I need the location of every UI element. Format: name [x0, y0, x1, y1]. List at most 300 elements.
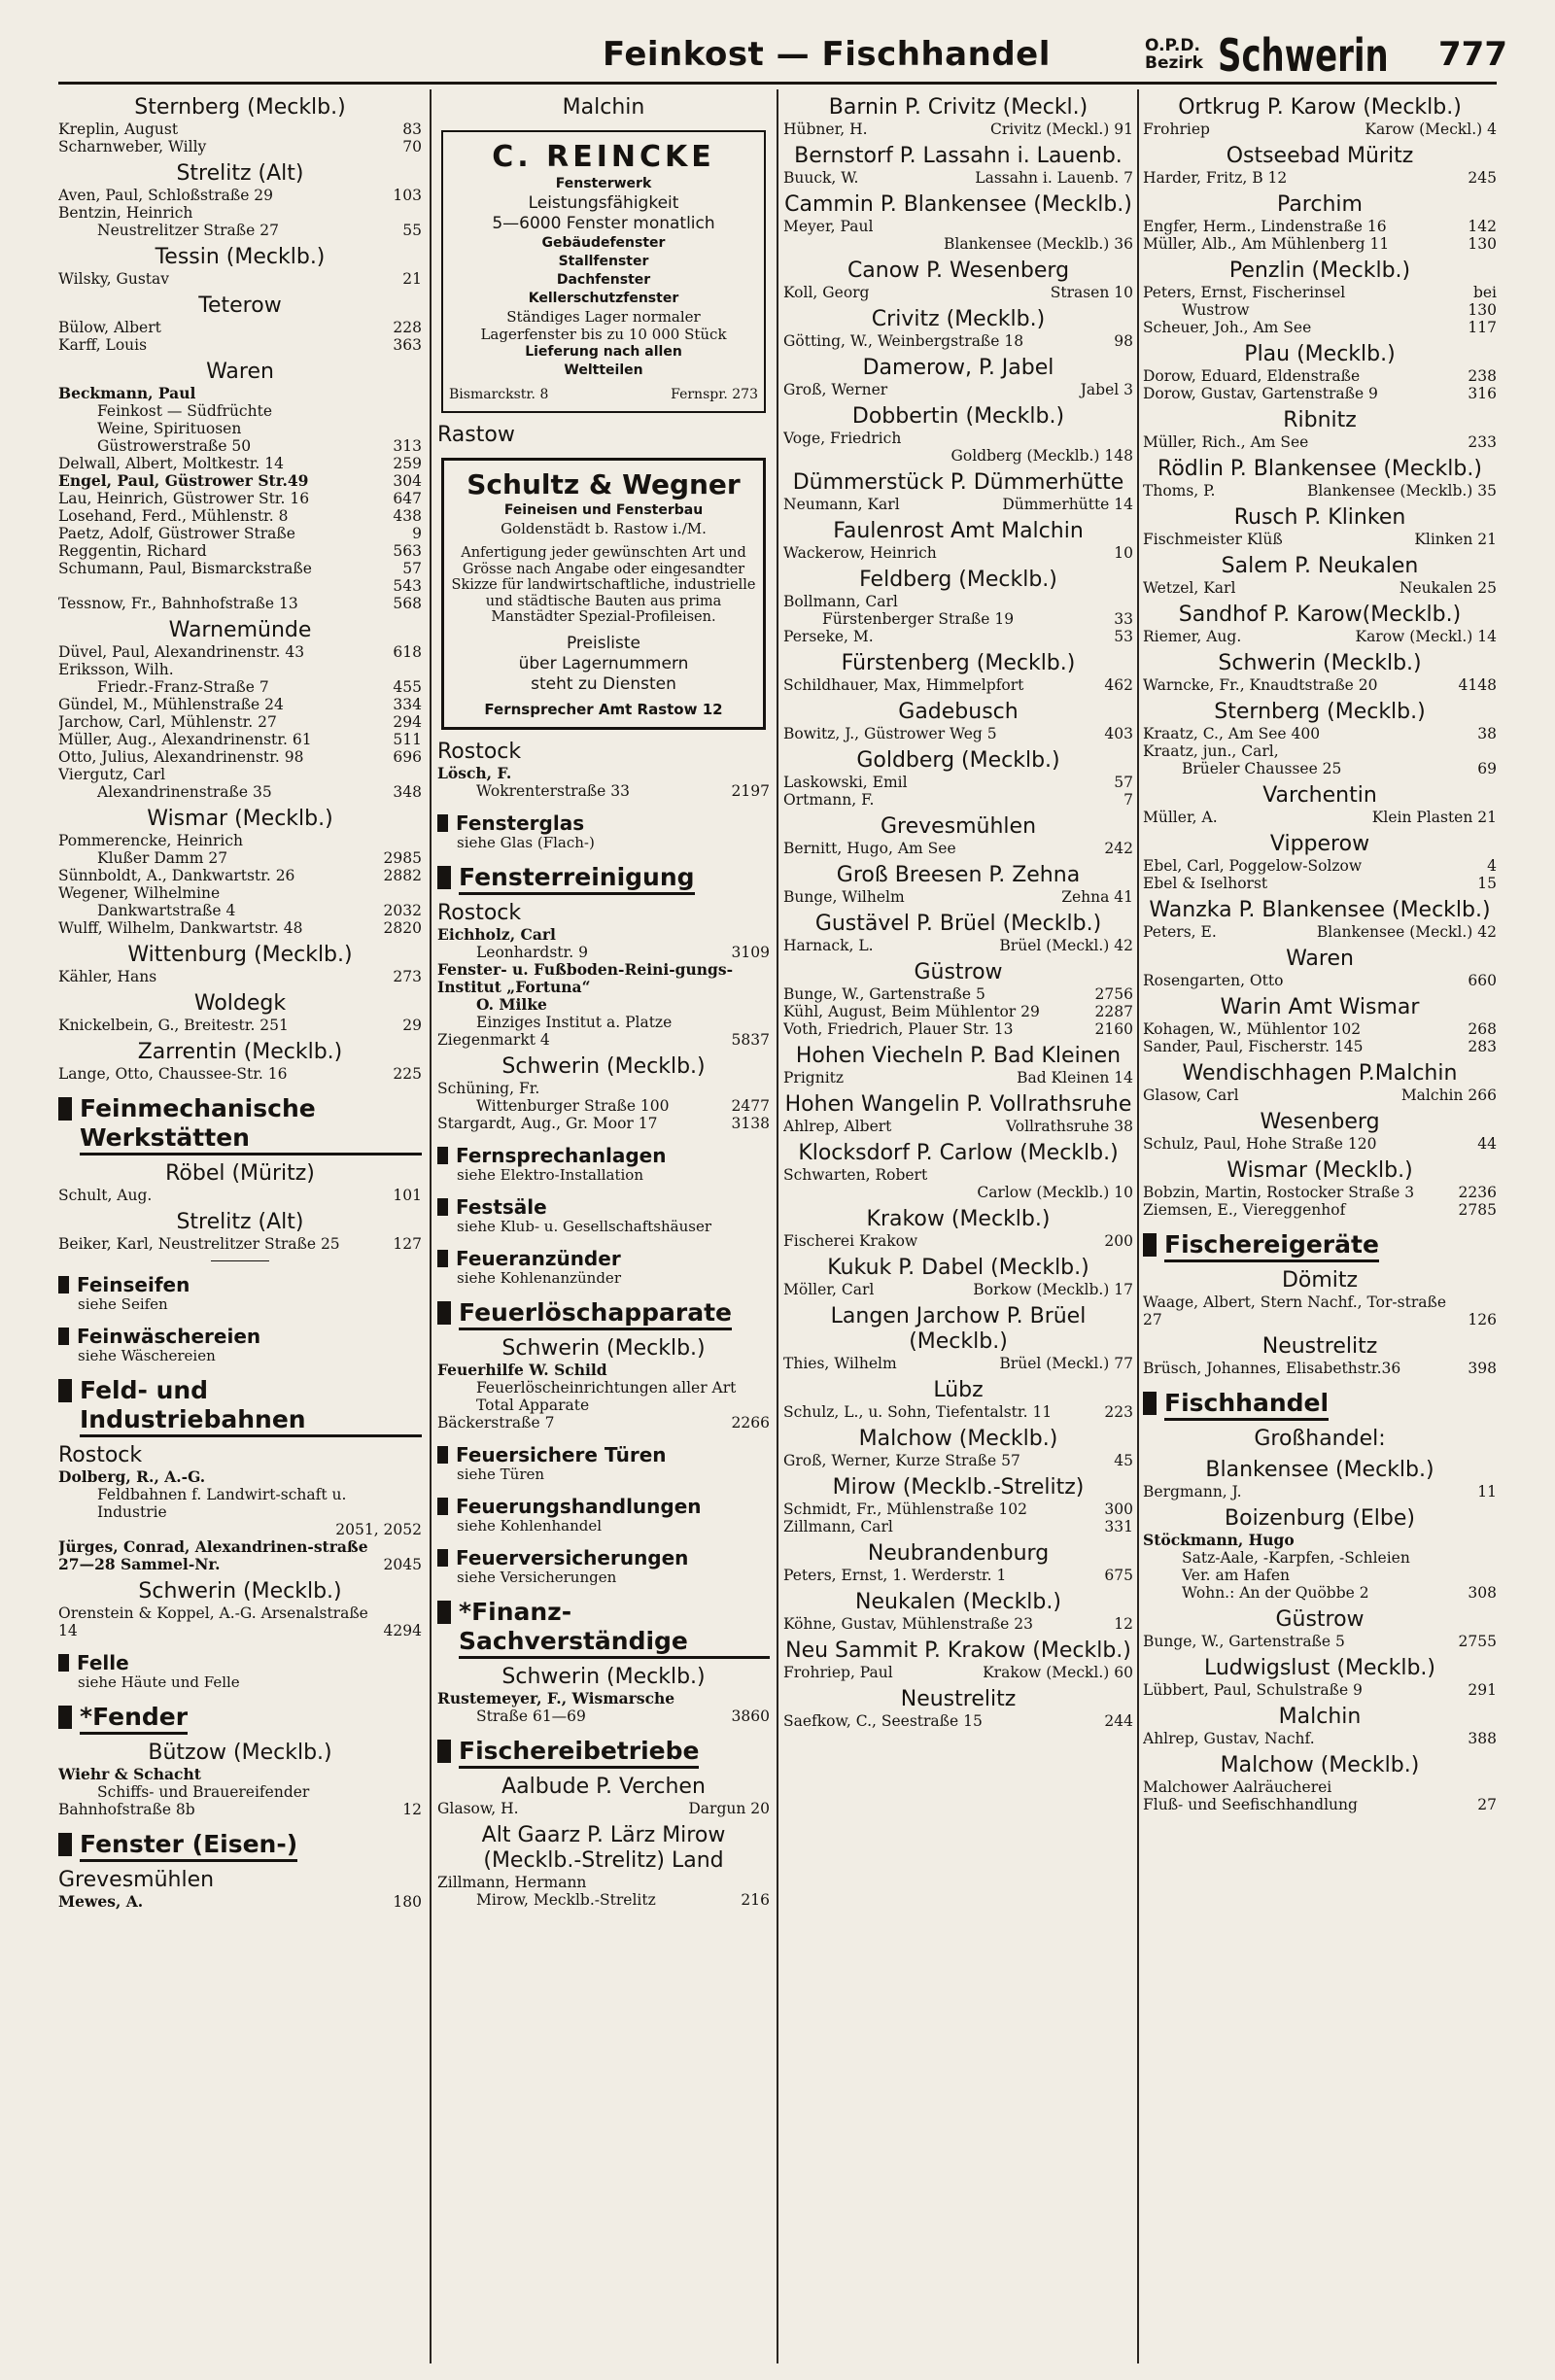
town-heading: Neu Sammit P. Krakow (Mecklb.)	[785, 1638, 1131, 1663]
entry-phone: Bad Kleinen 14	[1017, 1069, 1133, 1087]
town-heading: Gustävel P. Brüel (Mecklb.)	[814, 912, 1102, 936]
entry-phone: 117	[1468, 319, 1497, 336]
section-title: Felle	[77, 1651, 129, 1674]
directory-entry	[1143, 385, 1497, 402]
entry-name: Müller, Aug., Alexandrinenstr. 61	[58, 731, 312, 748]
entry-phone: 238	[1468, 367, 1497, 385]
town-heading: Rostock	[437, 739, 522, 764]
directory-entry	[437, 1080, 770, 1097]
section-heading	[1143, 1230, 1497, 1262]
directory-entry	[1143, 367, 1497, 385]
town-heading: Feldberg (Mecklb.)	[859, 568, 1057, 592]
town-heading: Grevesmühlen	[880, 814, 1037, 839]
section-title: Feuerversicherungen	[456, 1545, 689, 1569]
entry-phone: Karow (Meckl.) 14	[1355, 628, 1497, 645]
entry-name: Lau, Heinrich, Güstrower Str. 16	[58, 490, 310, 507]
town-heading: Penzlin (Mecklb.)	[1228, 259, 1411, 283]
town-heading: Strelitz (Alt)	[176, 1210, 304, 1234]
directory-entry	[783, 1355, 1133, 1372]
directory-entry	[58, 204, 422, 222]
entry-phone: 225	[393, 1065, 422, 1083]
entry-name: Engfer, Herm., Lindenstraße 16	[1143, 218, 1387, 235]
directory-entry	[58, 731, 422, 748]
entry-name: Aven, Paul, Schloßstraße 29	[58, 187, 274, 204]
section-title: Feld- und Industriebahnen	[80, 1376, 422, 1437]
entry-name: Schiffs- und Brauereifender	[97, 1783, 310, 1801]
entry-name: Voge, Friedrich	[783, 430, 902, 447]
entry-phone: 316	[1468, 385, 1497, 402]
opd-label: O.P.D. Bezirk	[1145, 36, 1203, 73]
town-heading: Cammin P. Blankensee (Mecklb.)	[784, 192, 1132, 217]
directory-entry	[1143, 1135, 1497, 1153]
directory-entry	[58, 849, 422, 867]
entry-phone: 244	[1104, 1712, 1133, 1730]
entry-phone: 2882	[383, 867, 422, 884]
entry-name: Bentzin, Heinrich	[58, 204, 193, 222]
section-marker-icon	[58, 1833, 72, 1856]
entry-name: Thies, Wilhelm	[783, 1355, 897, 1372]
town-heading: Schwerin (Mecklb.)	[501, 1053, 706, 1079]
directory-entry	[58, 507, 422, 525]
directory-entry	[783, 1118, 1133, 1135]
directory-entry	[1143, 1360, 1497, 1377]
directory-entry	[1143, 760, 1497, 777]
entry-name: Bahnhofstraße 8b	[58, 1801, 195, 1818]
section-marker-icon	[437, 1198, 448, 1216]
entry-name: Hübner, H.	[783, 121, 868, 138]
entry-name: Mirow, Mecklb.-Strelitz	[476, 1890, 656, 1909]
entry-name: Lösch, F.	[437, 763, 512, 782]
directory-entry	[58, 867, 422, 884]
directory-entry	[1143, 235, 1497, 253]
entry-phone: 304	[393, 472, 422, 490]
entry-phone: 27	[1477, 1796, 1497, 1813]
town-heading: Ribnitz	[1283, 408, 1357, 432]
entry-phone: 4294	[383, 1622, 422, 1639]
town-heading: Neukalen (Mecklb.)	[855, 1590, 1061, 1614]
directory-entry	[1143, 1730, 1497, 1747]
section-heading	[58, 1273, 422, 1296]
directory-entry	[783, 985, 1133, 1003]
entry-phone: 3138	[731, 1114, 770, 1132]
entry-phone: 9	[412, 525, 422, 542]
entry-name: Kraatz, C., Am See 400	[1143, 725, 1321, 742]
entry-phone: 29	[402, 1017, 422, 1034]
entry-name: Peters, Ernst, Fischerinsel	[1143, 284, 1346, 301]
entry-name: Satz-Aale, -Karpfen, -Schleien	[1182, 1549, 1410, 1567]
entry-name: Orenstein & Koppel, A.-G. Arsenalstraße 14	[58, 1604, 368, 1639]
entry-name: Müller, Rich., Am See	[1143, 433, 1309, 451]
town-heading: Neustrelitz	[1261, 1334, 1378, 1359]
directory-entry	[783, 1184, 1133, 1201]
entry-name: Jarchow, Carl, Mühlenstr. 27	[58, 713, 277, 731]
entry-phone: 300	[1104, 1500, 1133, 1518]
cross-reference: siehe Elektro-Installation	[457, 1165, 643, 1184]
directory-entry	[58, 187, 422, 204]
column-4	[1143, 89, 1497, 2368]
town-heading: Zarrentin (Mecklb.)	[137, 1040, 343, 1064]
town-heading: Fürstenberg (Mecklb.)	[841, 651, 1076, 675]
entry-name: Dorow, Eduard, Eldenstraße	[1143, 367, 1361, 385]
entry-phone: Dargun 20	[688, 1799, 770, 1817]
town-heading: Krakow (Mecklb.)	[866, 1207, 1051, 1231]
entry-phone: 55	[402, 222, 422, 239]
directory-entry	[1143, 1483, 1497, 1500]
entry-name: Prignitz	[783, 1069, 845, 1087]
directory-entry	[1143, 875, 1497, 892]
section-heading	[437, 1598, 770, 1659]
section-marker-icon	[437, 866, 451, 889]
entry-name: Viergutz, Carl	[58, 766, 166, 783]
entry-name: Lübbert, Paul, Schulstraße 9	[1143, 1681, 1363, 1699]
running-title: Feinkost — Fischhandel	[603, 35, 1051, 74]
town-heading: Malchow (Mecklb.)	[858, 1427, 1058, 1451]
directory-entry	[58, 713, 422, 731]
entry-phone: 334	[393, 696, 422, 713]
entry-name: Schwarten, Robert	[783, 1166, 928, 1184]
entry-phone: 543	[393, 577, 422, 595]
column-divider	[1137, 89, 1139, 2363]
directory-entry	[437, 996, 770, 1014]
entry-name: Feldbahnen f. Landwirt-schaft u. Industrie	[97, 1486, 347, 1521]
town-heading: Wendischhagen P.Malchin	[1182, 1061, 1458, 1086]
cross-reference: siehe Türen	[457, 1465, 545, 1483]
entry-phone: 4	[1487, 857, 1497, 875]
entry-phone: 675	[1104, 1567, 1133, 1584]
directory-entry	[437, 1115, 770, 1132]
town-heading: Rusch P. Klinken	[1233, 505, 1406, 530]
entry-phone: 268	[1468, 1020, 1497, 1038]
entry-phone: 2032	[383, 902, 422, 919]
directory-entry	[783, 1500, 1133, 1518]
entry-phone: 660	[1468, 972, 1497, 989]
town-heading: Salem P. Neukalen	[1221, 554, 1419, 578]
section-marker-icon	[437, 1446, 448, 1464]
entry-phone: 455	[393, 678, 422, 696]
col2-entries	[437, 740, 770, 1909]
entry-name: Groß, Werner	[783, 381, 888, 398]
directory-entry	[58, 270, 422, 288]
entry-phone: 180	[393, 1893, 422, 1911]
entry-name: Müller, A.	[1143, 809, 1218, 826]
entry-name: Malchower Aalräucherei	[1143, 1778, 1332, 1796]
town-heading: Vipperow	[1269, 832, 1370, 856]
entry-name: Perseke, M.	[783, 628, 874, 645]
directory-entry	[437, 1891, 770, 1909]
section-title: Fensterreinigung	[459, 863, 695, 895]
town-heading: Hohen Wangelin P. Vollrathsruhe	[784, 1092, 1132, 1117]
section-heading	[58, 1830, 422, 1862]
section-heading	[1143, 1389, 1497, 1421]
entry-phone: 70	[402, 138, 422, 155]
entry-name: Bäckerstraße 7	[437, 1413, 555, 1431]
directory-entry	[783, 169, 1133, 187]
entry-phone: 313	[393, 437, 422, 455]
entry-phone: 2236	[1458, 1184, 1497, 1201]
directory-entry	[58, 577, 422, 595]
entry-name: Beckmann, Paul	[58, 384, 196, 402]
entry-phone: 44	[1477, 1135, 1497, 1153]
entry-name: Straße 61—69	[476, 1707, 586, 1725]
directory-entry	[1143, 1681, 1497, 1699]
entry-name: Ebel, Carl, Poggelow-Solzow	[1143, 857, 1363, 875]
entry-name: Müller, Alb., Am Mühlenberg 11	[1143, 235, 1390, 253]
entry-phone: Goldberg (Mecklb.) 148	[950, 447, 1133, 465]
cross-reference: siehe Seifen	[78, 1295, 168, 1313]
directory-entry	[58, 402, 422, 420]
entry-name: Bowitz, J., Güstrower Weg 5	[783, 725, 997, 742]
entry-phone: 57	[402, 560, 422, 577]
section-title: Fenster (Eisen-)	[80, 1830, 297, 1862]
entry-phone: 12	[402, 1801, 422, 1818]
directory-entry	[1143, 579, 1497, 597]
directory-entry	[58, 1801, 422, 1818]
directory-entry	[58, 678, 422, 696]
town-heading: Wesenberg	[1260, 1110, 1380, 1134]
town-heading: Schwerin (Mecklb.)	[501, 1664, 706, 1689]
directory-entry	[783, 725, 1133, 742]
directory-entry	[783, 1232, 1133, 1250]
town-heading: Grevesmühlen	[58, 1868, 215, 1892]
town-heading: Waren	[1286, 947, 1354, 971]
entry-name: Bunge, Wilhelm	[783, 888, 905, 906]
entry-phone: 15	[1477, 875, 1497, 892]
directory-entry	[783, 1664, 1133, 1681]
directory-entry	[58, 138, 422, 155]
entry-phone: 10	[1114, 544, 1133, 562]
entry-name: Engel, Paul, Güstrower Str.49	[58, 471, 309, 490]
entry-name: Glasow, Carl	[1143, 1087, 1239, 1104]
entry-name: Ver. am Hafen	[1182, 1567, 1291, 1584]
entry-name: Beiker, Karl, Neustrelitzer Straße 25	[58, 1235, 340, 1253]
town-heading: Großhandel:	[1254, 1427, 1386, 1451]
entry-phone: 200	[1104, 1232, 1133, 1250]
entry-phone: 12	[1114, 1615, 1133, 1633]
directory-entry	[58, 319, 422, 336]
entry-phone: 2820	[383, 919, 422, 937]
entry-name: Saefkow, C., Seestraße 15	[783, 1712, 983, 1730]
entry-name: Feuerhilfe W. Schild	[437, 1360, 607, 1379]
entry-phone: 126	[1468, 1311, 1497, 1328]
entry-name: Schmidt, Fr., Mühlenstraße 102	[783, 1500, 1028, 1518]
directory-entry	[1143, 169, 1497, 187]
entry-name: Lange, Otto, Chaussee-Str. 16	[58, 1065, 288, 1083]
directory-entry	[58, 1538, 422, 1573]
directory-entry	[1143, 742, 1497, 760]
directory-entry	[783, 332, 1133, 350]
town-heading: Parchim	[1277, 192, 1363, 217]
entry-name: Harder, Fritz, B 12	[1143, 169, 1288, 187]
town-heading: Ortkrug P. Karow (Mecklb.)	[1178, 95, 1462, 120]
directory-entry	[58, 1017, 422, 1034]
directory-entry	[783, 430, 1133, 447]
cross-reference: siehe Häute und Felle	[78, 1673, 240, 1691]
entry-phone: Brüel (Meckl.) 42	[999, 937, 1133, 954]
entry-phone: 3860	[731, 1707, 770, 1725]
directory-entry	[58, 437, 422, 455]
directory-entry	[58, 525, 422, 542]
directory-entry	[1143, 218, 1497, 235]
entry-phone: 21	[402, 270, 422, 288]
directory-entry	[437, 926, 770, 944]
entry-name: Karff, Louis	[58, 336, 148, 354]
directory-entry	[437, 1362, 770, 1379]
entry-name: Düvel, Paul, Alexandrinenstr. 43	[58, 643, 305, 661]
directory-entry	[1143, 433, 1497, 451]
town-heading: Dümmerstück P. Dümmerhütte	[792, 470, 1124, 495]
directory-entry	[58, 222, 422, 239]
entry-name: Warncke, Fr., Knaudtstraße 20	[1143, 676, 1378, 694]
entry-phone: 2785	[1458, 1201, 1497, 1219]
town-heading: Damerow, P. Jabel	[862, 356, 1054, 380]
entry-phone: 38	[1477, 725, 1497, 742]
entry-phone: 403	[1104, 725, 1133, 742]
directory-entry	[58, 385, 422, 402]
directory-entry	[1143, 1778, 1497, 1796]
directory-entry	[58, 1521, 422, 1538]
town-heading: Güstrow	[914, 960, 1003, 984]
entry-phone: Strasen 10	[1050, 284, 1133, 301]
entry-phone: 2756	[1094, 985, 1133, 1003]
directory-entry	[58, 696, 422, 713]
section-marker-icon	[437, 1549, 448, 1567]
cross-reference: siehe Kohlenhandel	[457, 1516, 603, 1535]
directory-entry	[1143, 319, 1497, 336]
directory-entry	[58, 832, 422, 849]
directory-entry	[783, 1281, 1133, 1298]
directory-entry	[1143, 1549, 1497, 1567]
directory-entry	[58, 783, 422, 801]
entry-name: Fürstenberger Straße 19	[822, 610, 1015, 628]
column-divider	[777, 89, 778, 2363]
section-marker-icon	[437, 1740, 451, 1763]
directory-entry	[783, 496, 1133, 513]
entry-name: Ortmann, F.	[783, 791, 875, 809]
entry-name: Sünnboldt, A., Dankwartstr. 26	[58, 867, 295, 884]
directory-entry	[437, 782, 770, 800]
town-heading: Lübz	[933, 1378, 984, 1402]
entry-name: Kraatz, jun., Carl,	[1143, 742, 1279, 760]
entry-name: Bernitt, Hugo, Am See	[783, 840, 956, 857]
town-heading: Alt Gaarz P. Lärz Mirow (Mecklb.-Strelitz) Land	[481, 1822, 726, 1873]
directory-entry	[1143, 923, 1497, 941]
entry-phone: 4148	[1458, 676, 1497, 694]
directory-entry	[783, 774, 1133, 791]
column-2	[437, 89, 770, 2368]
town-heading: Varchentin	[1262, 783, 1377, 808]
town-heading: Güstrow	[1275, 1607, 1365, 1632]
entry-name: Reggentin, Richard	[58, 542, 207, 560]
entry-name: Bülow, Albert	[58, 319, 161, 336]
entry-name: Wohn.: An der Quöbbe 2	[1182, 1584, 1369, 1602]
town-heading: Sternberg (Mecklb.)	[1214, 700, 1426, 724]
town-heading: Sandhof P. Karow(Mecklb.)	[1178, 603, 1462, 627]
entry-phone: 2266	[731, 1413, 770, 1431]
town-heading: Röbel (Müritz)	[165, 1161, 315, 1186]
entry-phone: 2985	[383, 849, 422, 867]
entry-name: Dolberg, R., A.-G.	[58, 1467, 206, 1486]
town-heading: Plau (Mecklb.)	[1244, 342, 1396, 366]
page-header	[58, 29, 1507, 86]
directory-entry	[437, 1014, 770, 1031]
entry-phone: Jabel 3	[1080, 381, 1133, 398]
entry-phone: Zehna 41	[1061, 888, 1133, 906]
entry-name: Otto, Julius, Alexandrinenstr. 98	[58, 748, 304, 766]
section-heading	[437, 1298, 770, 1330]
entry-name: Götting, W., Weinbergstraße 18	[783, 332, 1024, 350]
town-heading: Canow P. Wesenberg	[847, 259, 1070, 283]
directory-entry	[783, 840, 1133, 857]
entry-name: Wokrenterstraße 33	[476, 781, 630, 800]
entry-name: Mewes, A.	[58, 1892, 144, 1911]
directory-entry	[783, 235, 1133, 253]
entry-phone: Blankensee (Mecklb.) 36	[943, 235, 1133, 253]
entry-phone: 242	[1104, 840, 1133, 857]
section-title: Feinmechanische Werkstätten	[80, 1094, 422, 1156]
directory-entry	[58, 1468, 422, 1486]
entry-phone: bei	[1472, 284, 1497, 301]
entry-name: Sander, Paul, Fischerstr. 145	[1143, 1038, 1364, 1055]
section-heading	[58, 1651, 422, 1674]
town-heading: Sternberg (Mecklb.)	[134, 95, 346, 120]
entry-phone: 228	[393, 319, 422, 336]
entry-name: Koll, Georg	[783, 284, 870, 301]
entry-phone: 273	[393, 968, 422, 985]
directory-entry	[58, 766, 422, 783]
section-marker-icon	[437, 1301, 451, 1325]
entry-phone: 647	[393, 490, 422, 507]
cross-reference: siehe Kohlenanzünder	[457, 1268, 621, 1287]
entry-name: O. Milke	[476, 994, 547, 1014]
entry-name: Riemer, Aug.	[1143, 628, 1242, 645]
entry-name: Dankwartstraße 4	[97, 902, 236, 919]
entry-phone: 101	[393, 1187, 422, 1204]
town-heading: Dobbertin (Mecklb.)	[851, 404, 1065, 429]
directory-entry	[1143, 1633, 1497, 1650]
section-marker-icon	[437, 814, 448, 832]
advertisement-schultz-wegner: Schultz & Wegner Feineisen und Fensterbau Goldenstädt b. Rastow i./M. Anfertigung jeder gewünschten Art und Grösse nach Angabe oder eingesandter Skizze für landwirtschaftliche, industrielle und städtische Bauten aus prima Manstädter Spezial-Profileisen. Preisliste über Lagernummern steht zu Diensten Fernsprecher Amt Rastow 12	[441, 458, 766, 730]
town-heading: Schwerin (Mecklb.)	[138, 1579, 342, 1604]
entry-name: Frohriep, Paul	[783, 1664, 893, 1681]
entry-phone: 308	[1468, 1584, 1497, 1602]
section-heading	[437, 811, 770, 835]
directory-entry	[783, 218, 1133, 235]
entry-name: Dorow, Gustav, Gartenstraße 9	[1143, 385, 1378, 402]
entry-phone: 294	[393, 713, 422, 731]
directory-entry	[1143, 857, 1497, 875]
cross-reference: siehe Klub- u. Gesellschaftshäuser	[457, 1217, 711, 1235]
entry-name: Scharnweber, Willy	[58, 138, 207, 155]
town-heading: Malchin	[1278, 1705, 1362, 1729]
entry-phone: 5837	[731, 1030, 770, 1049]
section-heading	[437, 1737, 770, 1769]
entry-phone: 331	[1104, 1518, 1133, 1535]
directory-entry	[783, 447, 1133, 465]
directory-entry	[58, 968, 422, 985]
town-heading: Mirow (Mecklb.-Strelitz)	[832, 1475, 1085, 1500]
entry-name: Fluß- und Seefischhandlung	[1143, 1796, 1358, 1813]
entry-name: Eichholz, Carl	[437, 924, 556, 944]
entry-name: Waage, Albert, Stern Nachf., Tor-straße 27	[1143, 1293, 1446, 1328]
entry-phone: 2045	[383, 1556, 422, 1573]
section-title: Fernsprechanlagen	[456, 1143, 667, 1167]
town-heading: Aalbude P. Verchen	[501, 1774, 706, 1799]
directory-entry	[783, 676, 1133, 694]
entry-name: Brüeler Chaussee 25	[1182, 760, 1342, 777]
entry-phone: Klein Plasten 21	[1371, 809, 1497, 826]
directory-entry	[1143, 972, 1497, 989]
page-number: 777	[1438, 35, 1507, 74]
